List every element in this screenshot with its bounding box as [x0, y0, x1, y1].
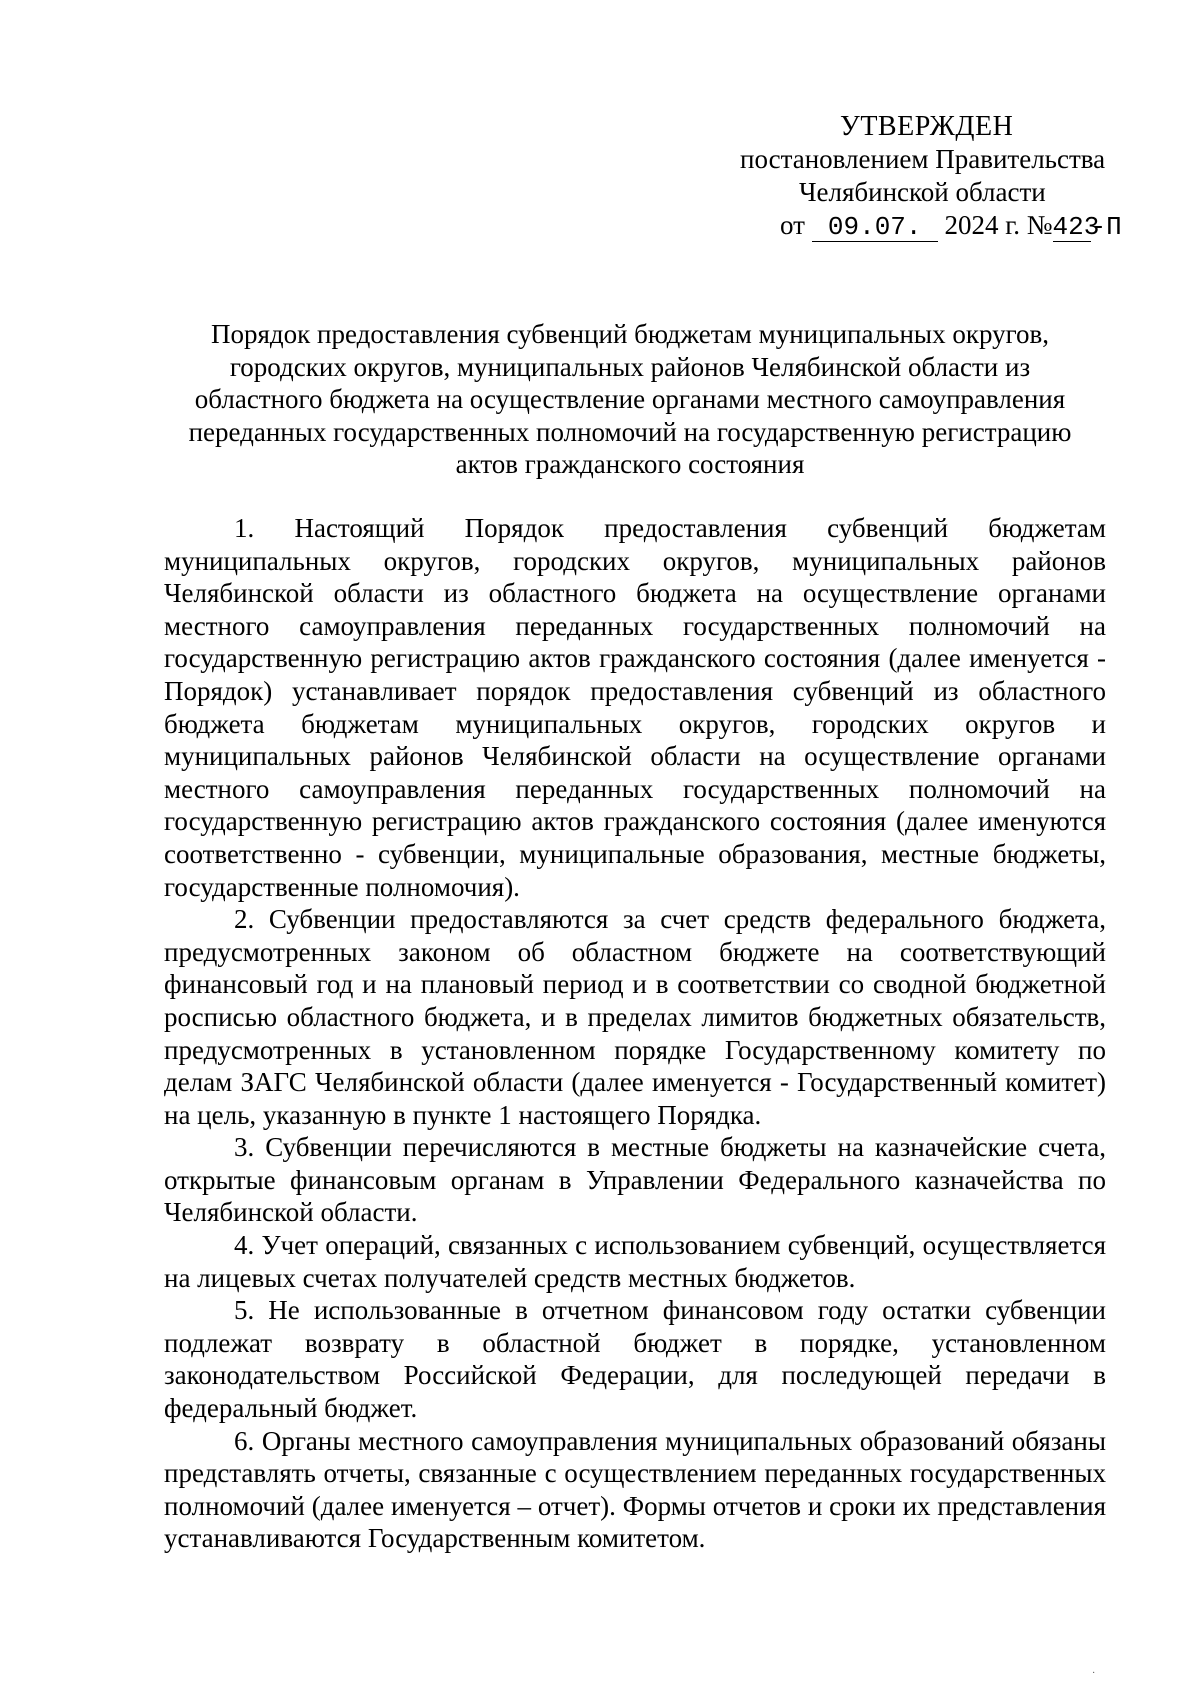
paragraph-2: 2. Субвенции предоставляются за счет средств федерального бюджета, предусмотренных законом об областном бюджете на соответствующий финансовый год и на плановый период и в соответствии со сводной бюджетной росписью областного бюджета, и в пределах лимитов бюджетных обязательств, предусмотренных в установленном порядке Государственному комитету по делам ЗАГС Челябинской области (далее именуется - Государственный комитет) на цель, указанную в пункте 1 настоящего Порядка. [164, 904, 1106, 1130]
document-title [160, 318, 1100, 481]
approval-stamp [700, 110, 1140, 244]
paragraph-1: 1. Настоящий Порядок предоставления субвенций бюджетам муниципальных округов, городских округов, муниципальных районов Челябинской области из областного бюджета на осуществление органами местного самоуправления переданных государственных полномочий на государственную регистрацию актов гражданского состояния (далее именуется - Порядок) устанавливает порядок предоставления субвенций из областного бюджета бюджетам муниципальных округов, городских округов и муниципальных районов Челябинской области на осуществление органами местного самоуправления переданных государственных полномочий на государственную регистрацию актов гражданского состояния (далее именуются соответственно - субвенции, муниципальные образования, местные бюджеты, государственные полномочия). [164, 513, 1106, 902]
resolution-number-suffix: -П [1090, 212, 1122, 242]
title-line: переданных государственных полномочий на государственную регистрацию [188, 416, 1072, 447]
date-value: 09.07. [812, 213, 938, 242]
paragraph-4: 4. Учет операций, связанных с использованием субвенций, осуществляется на лицевых счетах получателей средств местных бюджетов. [164, 1230, 1106, 1293]
document-body [164, 512, 1106, 1555]
scan-mark: · [1092, 1668, 1096, 1679]
title-line: городских округов, муниципальных районов Челябинской области из [229, 351, 1031, 382]
approval-line-resolution: постановлением Правительства [740, 144, 1106, 174]
paragraph-5: 5. Не использованные в отчетном финансовом году остатки субвенции подлежат возврату в областной бюджет в порядке, установленном законодательством Российской Федерации, для последующей передачи в федеральный бюджет. [164, 1295, 1106, 1424]
title-line: областного бюджета на осуществление органами местного самоуправления [194, 384, 1066, 414]
year-text: 2024 г. № [944, 210, 1053, 240]
date-prefix: от [780, 210, 805, 240]
resolution-number: 423 [1052, 212, 1100, 242]
title-line: актов гражданского состояния [455, 449, 805, 479]
approval-heading: УТВЕРЖДЕН [840, 111, 1014, 142]
title-line: Порядок предоставления субвенций бюджетам муниципальных округов, [210, 319, 1049, 349]
paragraph-6: 6. Органы местного самоуправления муниципальных образований обязаны представлять отчеты, связанные с осуществлением переданных государственных полномочий (далее именуется – отчет). Формы отчетов и сроки их представления устанавливаются Государственным комитетом. [164, 1425, 1106, 1554]
approval-date-line [700, 209, 1140, 244]
approval-line-region: Челябинской области [799, 177, 1046, 207]
paragraph-3: 3. Субвенции перечисляются в местные бюджеты на казначейские счета, открытые финансовым органам в Управлении Федерального казначейства по Челябинской области. [164, 1132, 1106, 1228]
